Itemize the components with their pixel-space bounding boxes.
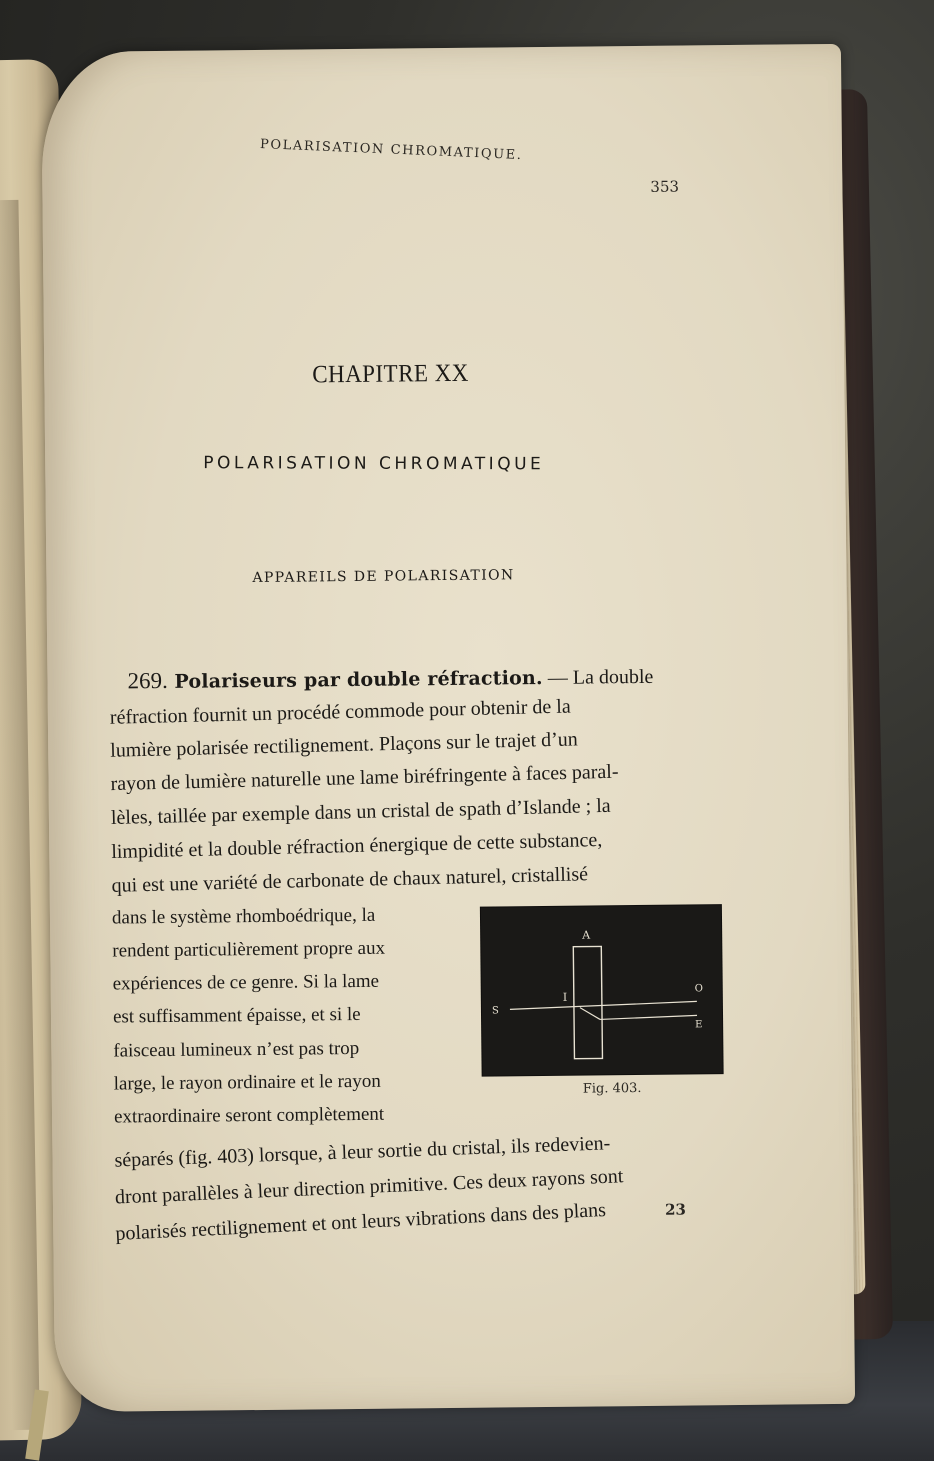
page-number: 353	[650, 177, 680, 196]
book-page	[41, 44, 855, 1412]
body-line: dans le système rhomboédrique, la	[111, 904, 376, 929]
paragraph-number: 269.	[127, 667, 168, 694]
body-line: réfraction fournit un procédé commode pour obtenir de la	[109, 695, 571, 729]
label-s: S	[491, 1005, 499, 1017]
ordinary-ray	[510, 1001, 697, 1009]
signature-mark: 23	[664, 1200, 687, 1219]
body-line: dront parallèles à leur direction primitive. Ces deux rayons sont	[114, 1165, 624, 1209]
running-head: POLARISATION CHROMATIQUE.	[259, 137, 523, 164]
label-e: E	[695, 1019, 703, 1031]
body-line: large, le rayon ordinaire et le rayon	[113, 1070, 381, 1095]
label-a: A	[582, 928, 591, 942]
refracted-ray	[580, 1007, 600, 1019]
body-line: rayon de lumière naturelle une lame biréfringente à faces paral-	[110, 760, 619, 796]
body-line: est suffisamment épaisse, et si le	[112, 1003, 361, 1028]
body-line: extraordinaire seront complètement	[113, 1103, 385, 1128]
body-line: séparés (fig. 403) lorsque, à leur sortie du cristal, ils redevien-	[114, 1132, 611, 1172]
extraordinary-ray	[600, 1015, 697, 1019]
body-line: polarisés rectilignement et ont leurs vibrations dans des plans	[114, 1198, 607, 1245]
label-o: O	[694, 983, 704, 995]
facing-page-shadow	[0, 200, 40, 1430]
body-line: limpidité et la double réfraction énergique de cette substance,	[111, 828, 603, 863]
crystal-plate	[573, 946, 602, 1058]
section-title: POLARISATION CHROMATIQUE	[203, 453, 545, 475]
body-line: faisceau lumineux n’est pas trop	[113, 1037, 360, 1062]
paragraph-title: Polariseurs par double réfraction.	[174, 667, 543, 693]
body-line: qui est une variété de carbonate de chaux naturel, cristallisé	[111, 863, 589, 897]
body-line: rendent particulièrement propre aux	[112, 937, 386, 962]
body-line: expériences de ce genre. Si la lame	[112, 970, 380, 995]
figure-caption: Fig. 403.	[582, 1080, 642, 1097]
paragraph-heading	[127, 663, 653, 695]
body-line: lèles, taillée par exemple dans un cristal de spath d’Islande ; la	[110, 794, 611, 830]
body-line: lumière polarisée rectilignement. Plaçons sur le trajet d’un	[109, 728, 578, 762]
subsection-title: APPAREILS DE POLARISATION	[252, 567, 515, 587]
paragraph-heading-rest: — La double	[542, 665, 654, 690]
double-refraction-diagram	[481, 905, 723, 1076]
figure-403	[481, 905, 723, 1076]
chapter-title: CHAPITRE XX	[312, 359, 469, 389]
label-i: I	[562, 990, 568, 1004]
